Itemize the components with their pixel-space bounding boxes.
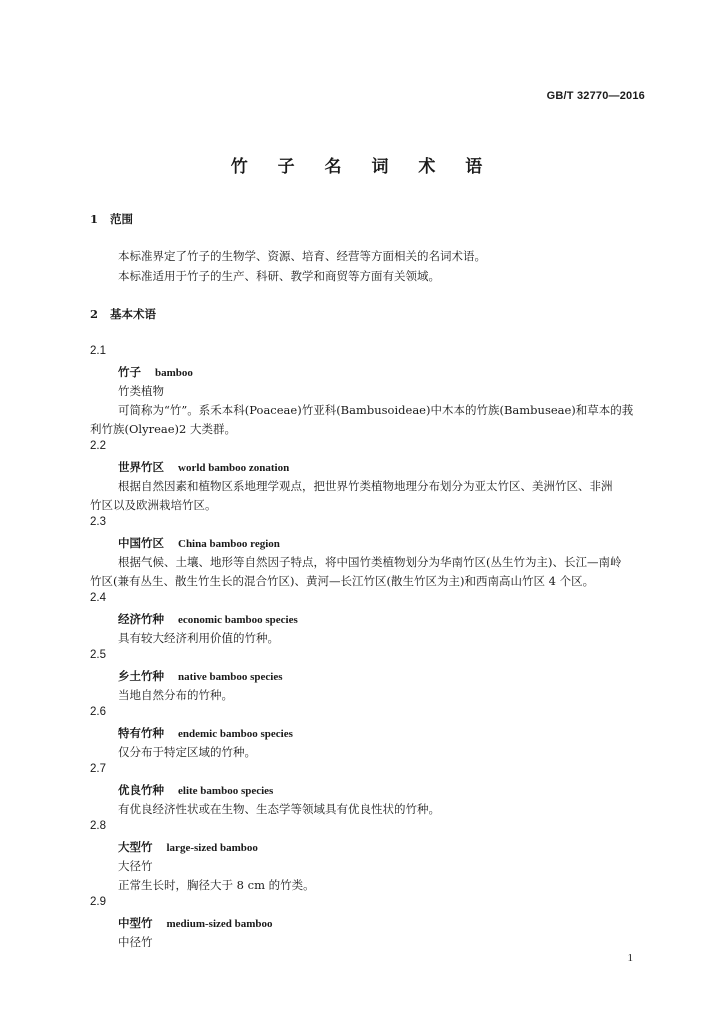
term-number: 2.7 — [90, 763, 106, 775]
term-heading — [118, 725, 293, 741]
term-definition: 可简称为“竹”。系禾本科(Poaceae)竹亚科(Bambusoideae)中木本的竹族(Bambuseae)和草本的莪 — [118, 403, 634, 417]
term-definition: 根据气候、土壤、地形等自然因子特点，将中国竹类植物划分为华南竹区(丛生竹为主)、长江—南岭 — [118, 555, 622, 569]
term-definition: 仅分布于特定区域的竹种。 — [118, 745, 256, 759]
term-synonym: 中径竹 — [118, 935, 153, 949]
section-heading-basic-terms — [90, 306, 156, 322]
term-definition: 正常生长时，胸径大于 8 cm 的竹类。 — [118, 878, 315, 892]
term-definition-cont: 竹区以及欧洲栽培竹区。 — [90, 498, 217, 512]
term-zh: 中国竹区 — [118, 536, 164, 550]
term-en: elite bamboo species — [178, 785, 274, 797]
term-zh: 优良竹种 — [118, 783, 164, 797]
term-heading — [118, 839, 258, 855]
term-zh: 竹子 — [118, 365, 141, 379]
term-zh: 大型竹 — [118, 840, 153, 854]
term-en: native bamboo species — [178, 671, 283, 683]
section-heading-scope — [90, 211, 133, 227]
section-title: 范围 — [110, 212, 133, 226]
term-definition: 根据自然因素和植物区系地理学观点，把世界竹类植物地理分布划分为亚太竹区、美洲竹区、非洲 — [118, 479, 613, 493]
term-number: 2.1 — [90, 345, 106, 357]
term-heading — [118, 459, 289, 475]
term-heading — [118, 364, 193, 380]
term-en: world bamboo zonation — [178, 462, 290, 474]
term-heading — [118, 915, 273, 931]
term-definition-cont: 竹区(兼有丛生、散生竹生长的混合竹区)、黄河—长江竹区(散生竹区为主)和西南高山竹区 4 个区。 — [90, 574, 595, 588]
term-number: 2.6 — [90, 706, 106, 718]
term-heading — [118, 668, 283, 684]
term-number: 2.5 — [90, 649, 106, 661]
scope-paragraph-2: 本标准适用于竹子的生产、科研、教学和商贸等方面有关领域。 — [118, 269, 440, 283]
term-heading — [118, 782, 273, 798]
term-zh: 世界竹区 — [118, 460, 164, 474]
term-en: endemic bamboo species — [178, 728, 293, 740]
term-synonym: 竹类植物 — [118, 384, 164, 398]
term-en: large-sized bamboo — [166, 842, 258, 854]
scope-paragraph-1: 本标准界定了竹子的生物学、资源、培育、经营等方面相关的名词术语。 — [118, 249, 486, 263]
document-title: 竹 子 名 词 术 语 — [230, 157, 495, 177]
term-definition-cont: 利竹族(Olyreae)2 大类群。 — [90, 422, 237, 436]
term-en: economic bamboo species — [178, 614, 298, 626]
term-definition: 有优良经济性状或在生物、生态学等领域具有优良性状的竹种。 — [118, 802, 440, 816]
section-number: 2 — [90, 307, 99, 321]
term-en: bamboo — [155, 367, 193, 379]
term-zh: 乡土竹种 — [118, 669, 164, 683]
term-heading — [118, 611, 298, 627]
term-definition: 具有较大经济利用价值的竹种。 — [118, 631, 279, 645]
term-heading — [118, 535, 280, 551]
page-number: 1 — [627, 952, 633, 964]
term-number: 2.2 — [90, 440, 106, 452]
term-synonym: 大径竹 — [118, 859, 153, 873]
term-en: China bamboo region — [178, 538, 280, 550]
section-title: 基本术语 — [110, 307, 156, 321]
term-number: 2.3 — [90, 516, 106, 528]
term-number: 2.8 — [90, 820, 106, 832]
term-zh: 中型竹 — [118, 916, 153, 930]
term-zh: 特有竹种 — [118, 726, 164, 740]
term-number: 2.9 — [90, 896, 106, 908]
term-en: medium-sized bamboo — [166, 918, 273, 930]
term-definition: 当地自然分布的竹种。 — [118, 688, 233, 702]
term-number: 2.4 — [90, 592, 106, 604]
section-number: 1 — [90, 212, 99, 226]
term-zh: 经济竹种 — [118, 612, 164, 626]
standard-number: GB/T 32770—2016 — [546, 90, 645, 102]
